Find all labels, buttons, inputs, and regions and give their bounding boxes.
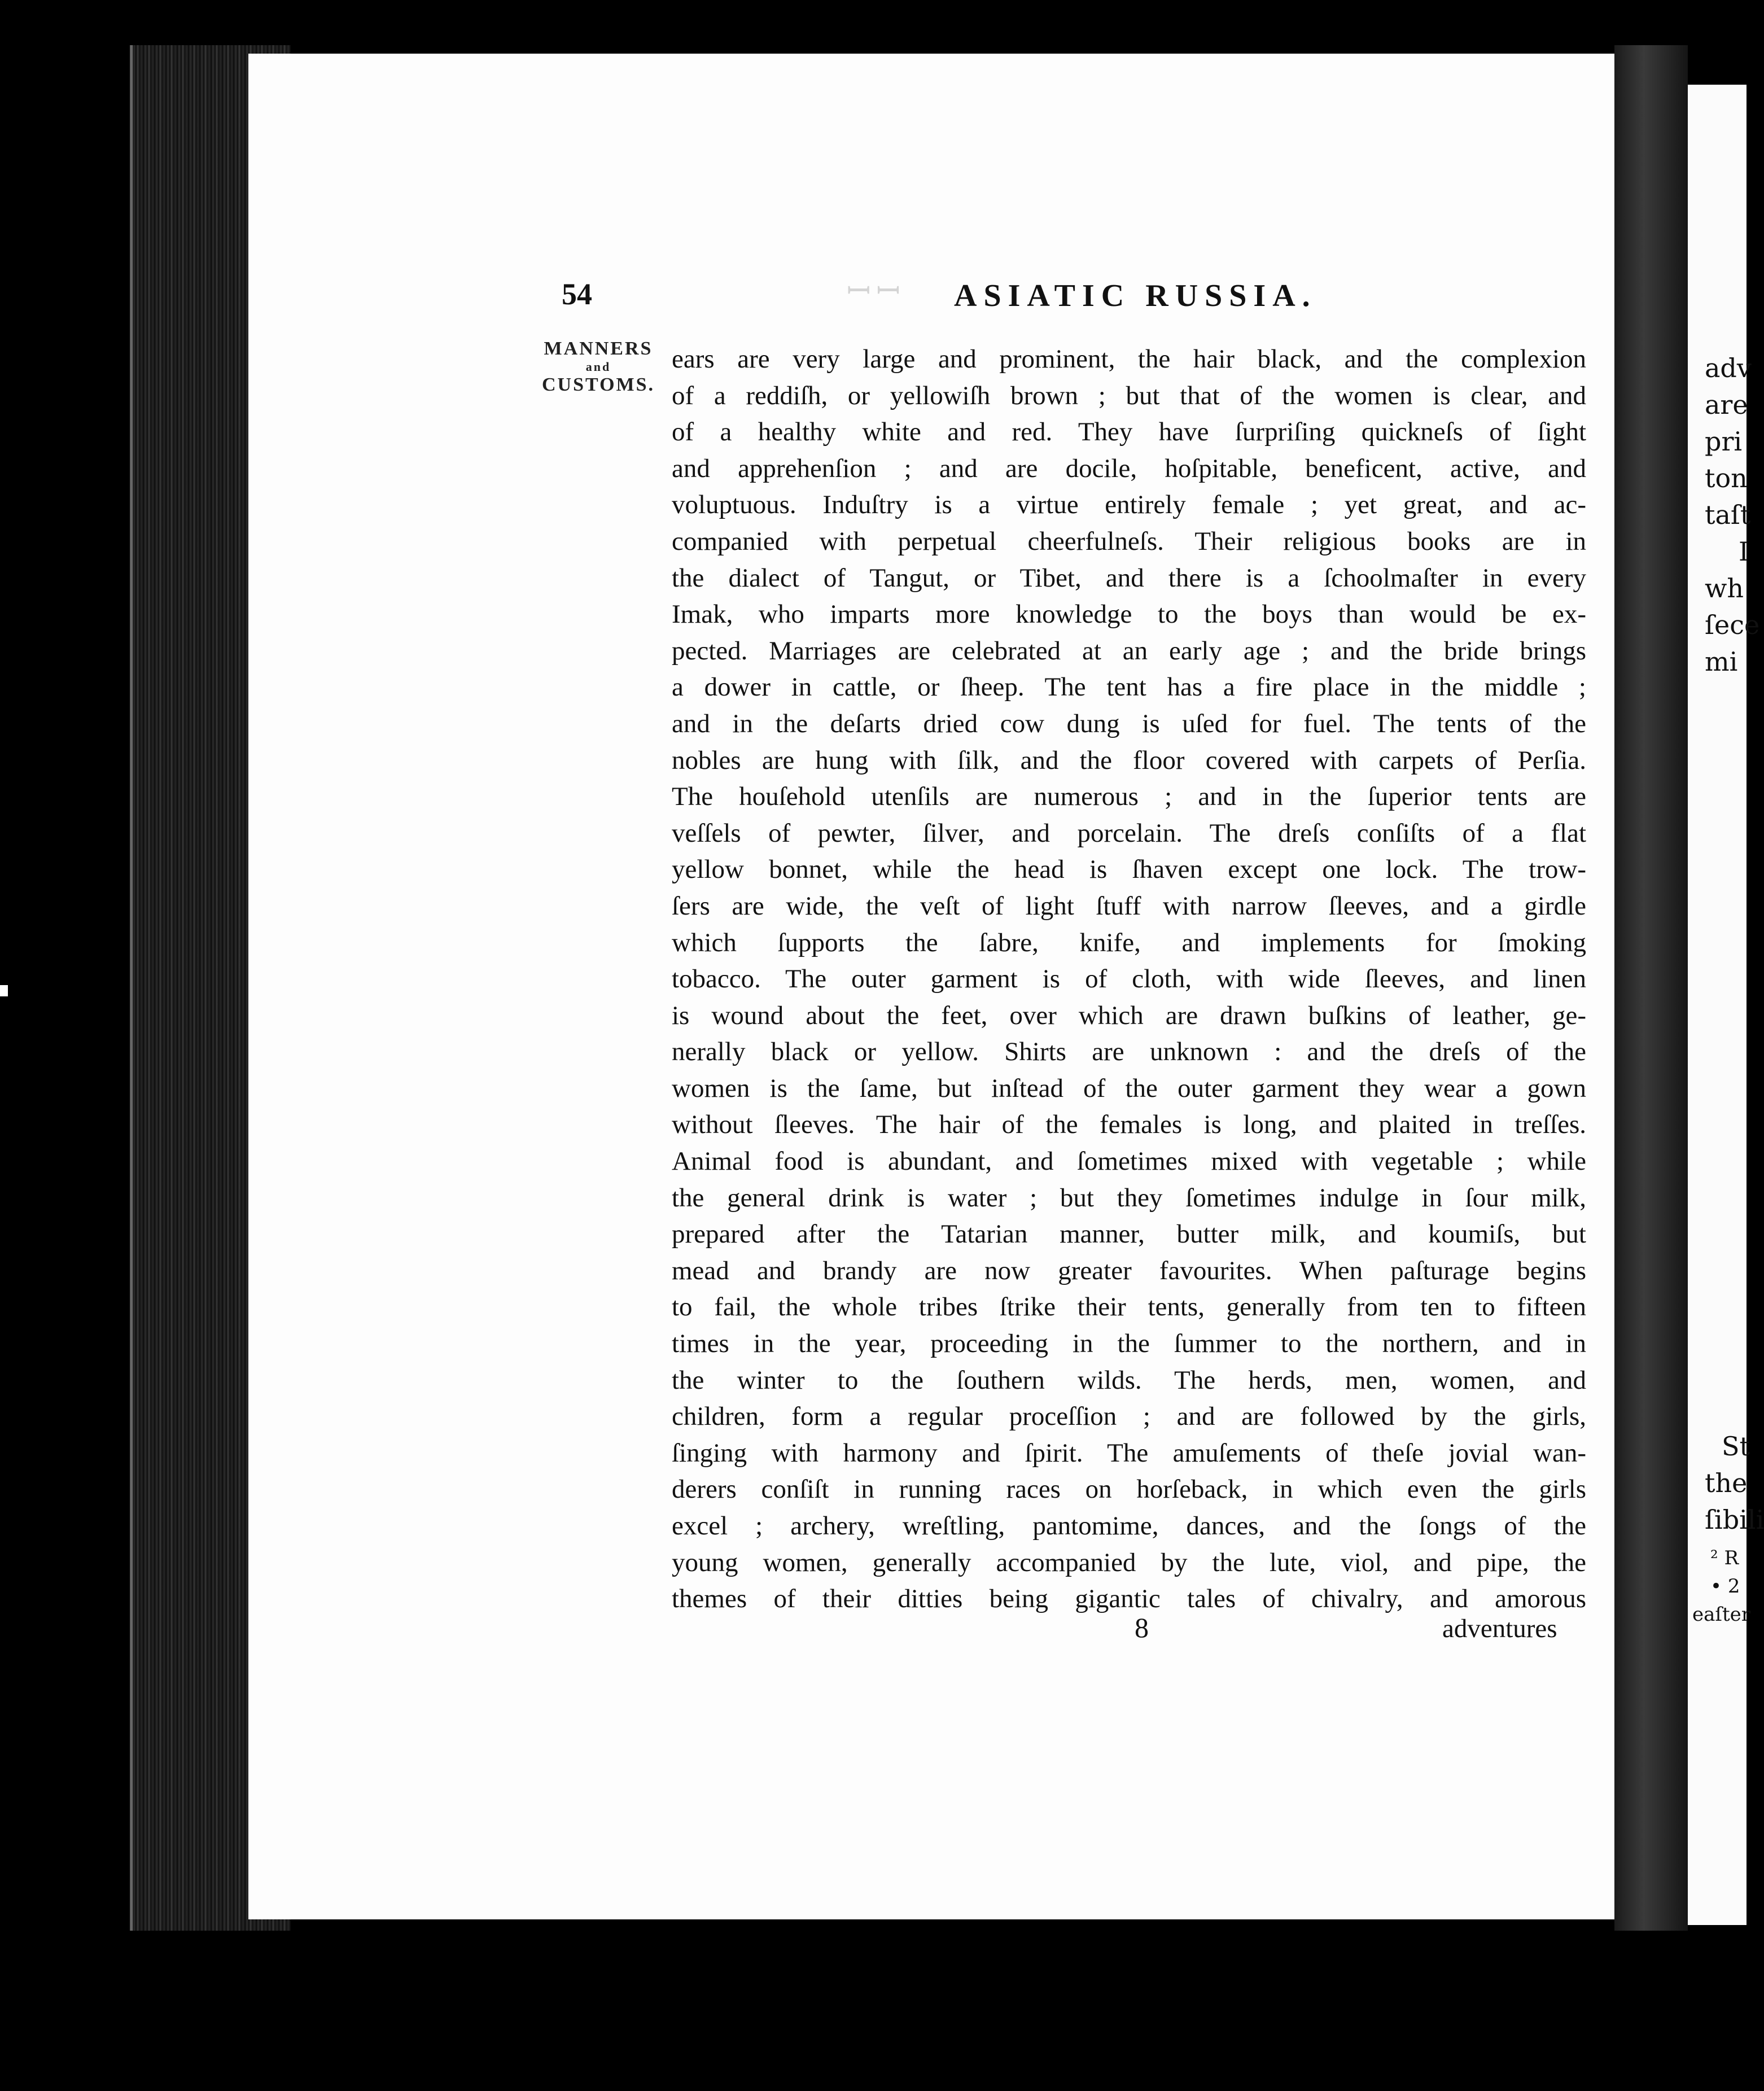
facing-fragment: I: [1739, 536, 1749, 567]
sidenote-line: and: [585, 360, 611, 374]
sidenote-line: MANNERS: [544, 338, 653, 359]
text-line: voluptuous. Induſtry is a virtue entirely female ; yet great, and ac-: [672, 490, 1586, 520]
facing-fragment: • 2: [1710, 1575, 1740, 1598]
facing-fragment: ſece: [1705, 610, 1760, 640]
text-line: Animal food is abundant, and ſometimes mixed with vegetable ; while: [672, 1147, 1586, 1176]
text-line: ſinging with harmony and ſpirit. The amuſements of theſe jovial wan-: [672, 1438, 1586, 1468]
facing-fragment: mi: [1705, 646, 1738, 677]
text-line: a dower in cattle, or ſheep. The tent has a fire place in the middle ;: [672, 672, 1586, 702]
text-line: and in the deſarts dried cow dung is uſed for fuel. The tents of the: [672, 708, 1586, 738]
text-line: women is the ſame, but inſtead of the outer garment they wear a gown: [672, 1073, 1586, 1103]
facing-fragment: ² R: [1710, 1547, 1739, 1569]
facing-fragment: ſibili: [1705, 1504, 1764, 1535]
binding-shadow: [1614, 45, 1688, 1931]
text-line: derers conſiſt in running races on horſeback, in which even the girls: [672, 1475, 1586, 1504]
text-line: of a reddiſh, or yellowiſh brown ; but that of the women is clear, and: [672, 380, 1586, 410]
text-line: times in the year, proceeding in the ſummer to the northern, and in: [672, 1329, 1586, 1359]
text-line: themes of their ditties being gigantic tales of chivalry, and amorous: [672, 1584, 1586, 1614]
text-line: ſers are wide, the veſt of light ſtuff with narrow ſleeves, and a girdle: [672, 891, 1586, 921]
text-line: excel ; archery, wreſtling, pantomime, dances, and the ſongs of the: [672, 1511, 1586, 1541]
text-line: prepared after the Tatarian manner, butter milk, and koumiſs, but: [672, 1219, 1586, 1249]
text-line: Imak, who imparts more knowledge to the boys than would be ex-: [672, 600, 1586, 629]
text-line: is wound about the feet, over which are drawn buſkins of leather, ge-: [672, 1000, 1586, 1030]
text-line: mead and brandy are now greater favourites. When paſturage begins: [672, 1256, 1586, 1285]
text-line: nobles are hung with ſilk, and the floor covered with carpets of Perſia.: [672, 745, 1586, 775]
signature-mark: 8: [1135, 1612, 1149, 1643]
facing-fragment: adv: [1705, 353, 1752, 383]
text-line: pected. Marriages are celebrated at an early age ; and the bride brings: [672, 636, 1586, 666]
text-line: the general drink is water ; but they ſometimes indulge in ſour milk,: [672, 1183, 1586, 1213]
text-line: companied with perpetual cheerfulneſs. Their religious books are in: [672, 526, 1586, 556]
page-number: 54: [562, 277, 592, 311]
facing-page: [1688, 85, 1764, 1925]
text-line: tobacco. The outer garment is of cloth, with wide ſleeves, and linen: [672, 964, 1586, 994]
text-line: children, form a regular proceſſion ; and are followed by the girls,: [672, 1402, 1586, 1432]
running-head: ASIATIC RUSSIA.: [954, 278, 1317, 313]
text-line: the winter to the ſouthern wilds. The herds, men, women, and: [672, 1365, 1586, 1395]
sidenote-line: CUSTOMS.: [542, 374, 655, 396]
text-line: the dialect of Tangut, or Tibet, and there is a ſchoolmaſter in every: [672, 563, 1586, 593]
facing-fragment: ton: [1705, 463, 1748, 493]
facing-fragment: St: [1722, 1431, 1750, 1462]
bleed-through-text: ꟷꟷ: [847, 275, 906, 308]
scan-speck: [0, 985, 8, 996]
text-line: of a healthy white and red. They have ſurpriſing quickneſs of ſight: [672, 417, 1586, 447]
text-line: to fail, the whole tribes ſtrike their tents, generally from ten to fifteen: [672, 1292, 1586, 1322]
text-line: which ſupports the ſabre, knife, and implements for ſmoking: [672, 928, 1586, 957]
text-line: The houſehold utenſils are numerous ; and in the ſuperior tents are: [672, 782, 1586, 812]
facing-fragment: the: [1705, 1468, 1748, 1498]
facing-fragment: are: [1705, 390, 1748, 420]
catchword: adventures: [1442, 1614, 1557, 1643]
text-line: without ſleeves. The hair of the females is long, and plaited in treſſes.: [672, 1110, 1586, 1140]
margin-sidenote: [542, 338, 655, 396]
text-line: yellow bonnet, while the head is ſhaven except one lock. The trow-: [672, 855, 1586, 885]
facing-fragment: pri: [1705, 426, 1743, 457]
text-line: nerally black or yellow. Shirts are unknown : and the dreſs of the: [672, 1037, 1586, 1067]
facing-fragment: wh: [1705, 573, 1744, 603]
text-line: veſſels of pewter, ſilver, and porcelain. The dreſs conſiſts of a flat: [672, 818, 1586, 848]
facing-fragment: eaſter: [1692, 1603, 1751, 1626]
body-text: [672, 341, 1586, 1617]
text-line: and apprehenſion ; and are docile, hoſpitable, beneficent, active, and: [672, 453, 1586, 483]
text-line: young women, generally accompanied by the lute, viol, and pipe, the: [672, 1547, 1586, 1577]
facing-fragment: taſt: [1705, 500, 1751, 530]
text-line: ears are very large and prominent, the hair black, and the complexion: [672, 344, 1586, 374]
